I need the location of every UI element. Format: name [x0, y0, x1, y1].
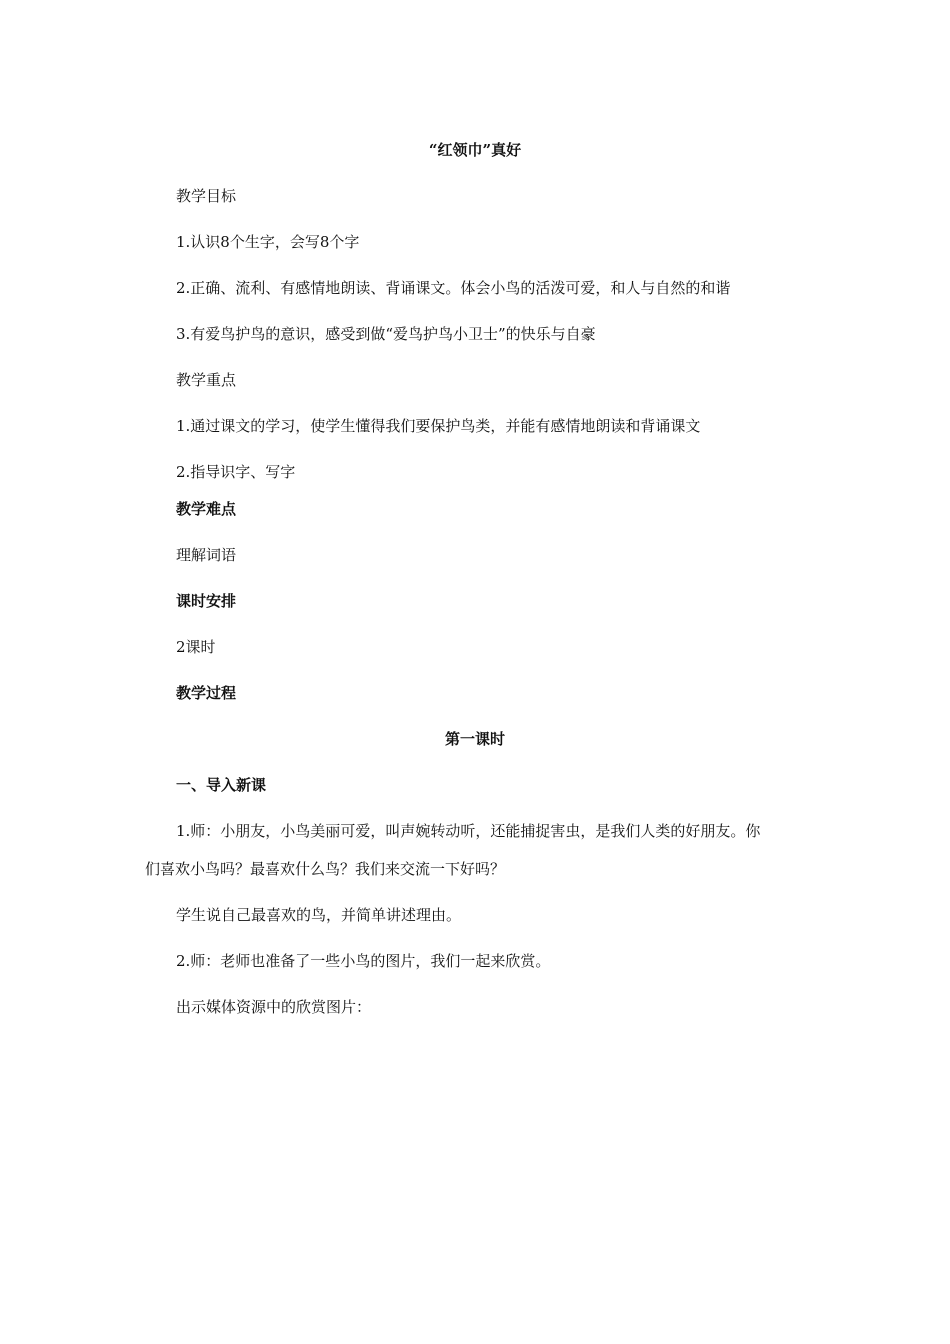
lesson-title: 第一课时	[444, 730, 505, 748]
document-title: “红领巾”真好	[428, 141, 522, 159]
goal-item-1: 1.认识8个生字，会写8个字	[176, 233, 360, 251]
process-heading: 教学过程	[176, 684, 237, 702]
goals-heading: 教学目标	[176, 187, 237, 205]
paragraph-line-continued: 们喜欢小鸟吗？最喜欢什么鸟？我们来交流一下好吗？	[145, 860, 506, 878]
key-points-heading: 教学重点	[176, 371, 237, 389]
schedule-text: 2课时	[176, 638, 216, 656]
difficulty-text: 理解词语	[176, 546, 237, 564]
key-point-item-2: 2.指导识字、写字	[176, 463, 296, 481]
goal-item-2: 2.正确、流利、有感情地朗读、背诵课文。体会小鸟的活泼可爱，和人与自然的和谐	[176, 279, 731, 297]
paragraph: 2.师：老师也准备了一些小鸟的图片，我们一起来欣赏。	[176, 952, 551, 970]
schedule-heading: 课时安排	[176, 592, 237, 610]
key-point-item-1: 1.通过课文的学习，使学生懂得我们要保护鸟类，并能有感情地朗读和背诵课文	[176, 417, 701, 435]
difficulty-heading: 教学难点	[176, 500, 237, 518]
goal-item-3: 3.有爱鸟护鸟的意识，感受到做“爱鸟护鸟小卫士”的快乐与自豪	[176, 325, 596, 343]
paragraph: 出示媒体资源中的欣赏图片：	[176, 998, 372, 1016]
paragraph: 学生说自己最喜欢的鸟，并简单讲述理由。	[176, 906, 462, 924]
paragraph-line: 1.师：小朋友，小鸟美丽可爱，叫声婉转动听，还能捕捉害虫，是我们人类的好朋友。你	[176, 822, 761, 840]
section-heading: 一、导入新课	[176, 776, 267, 794]
